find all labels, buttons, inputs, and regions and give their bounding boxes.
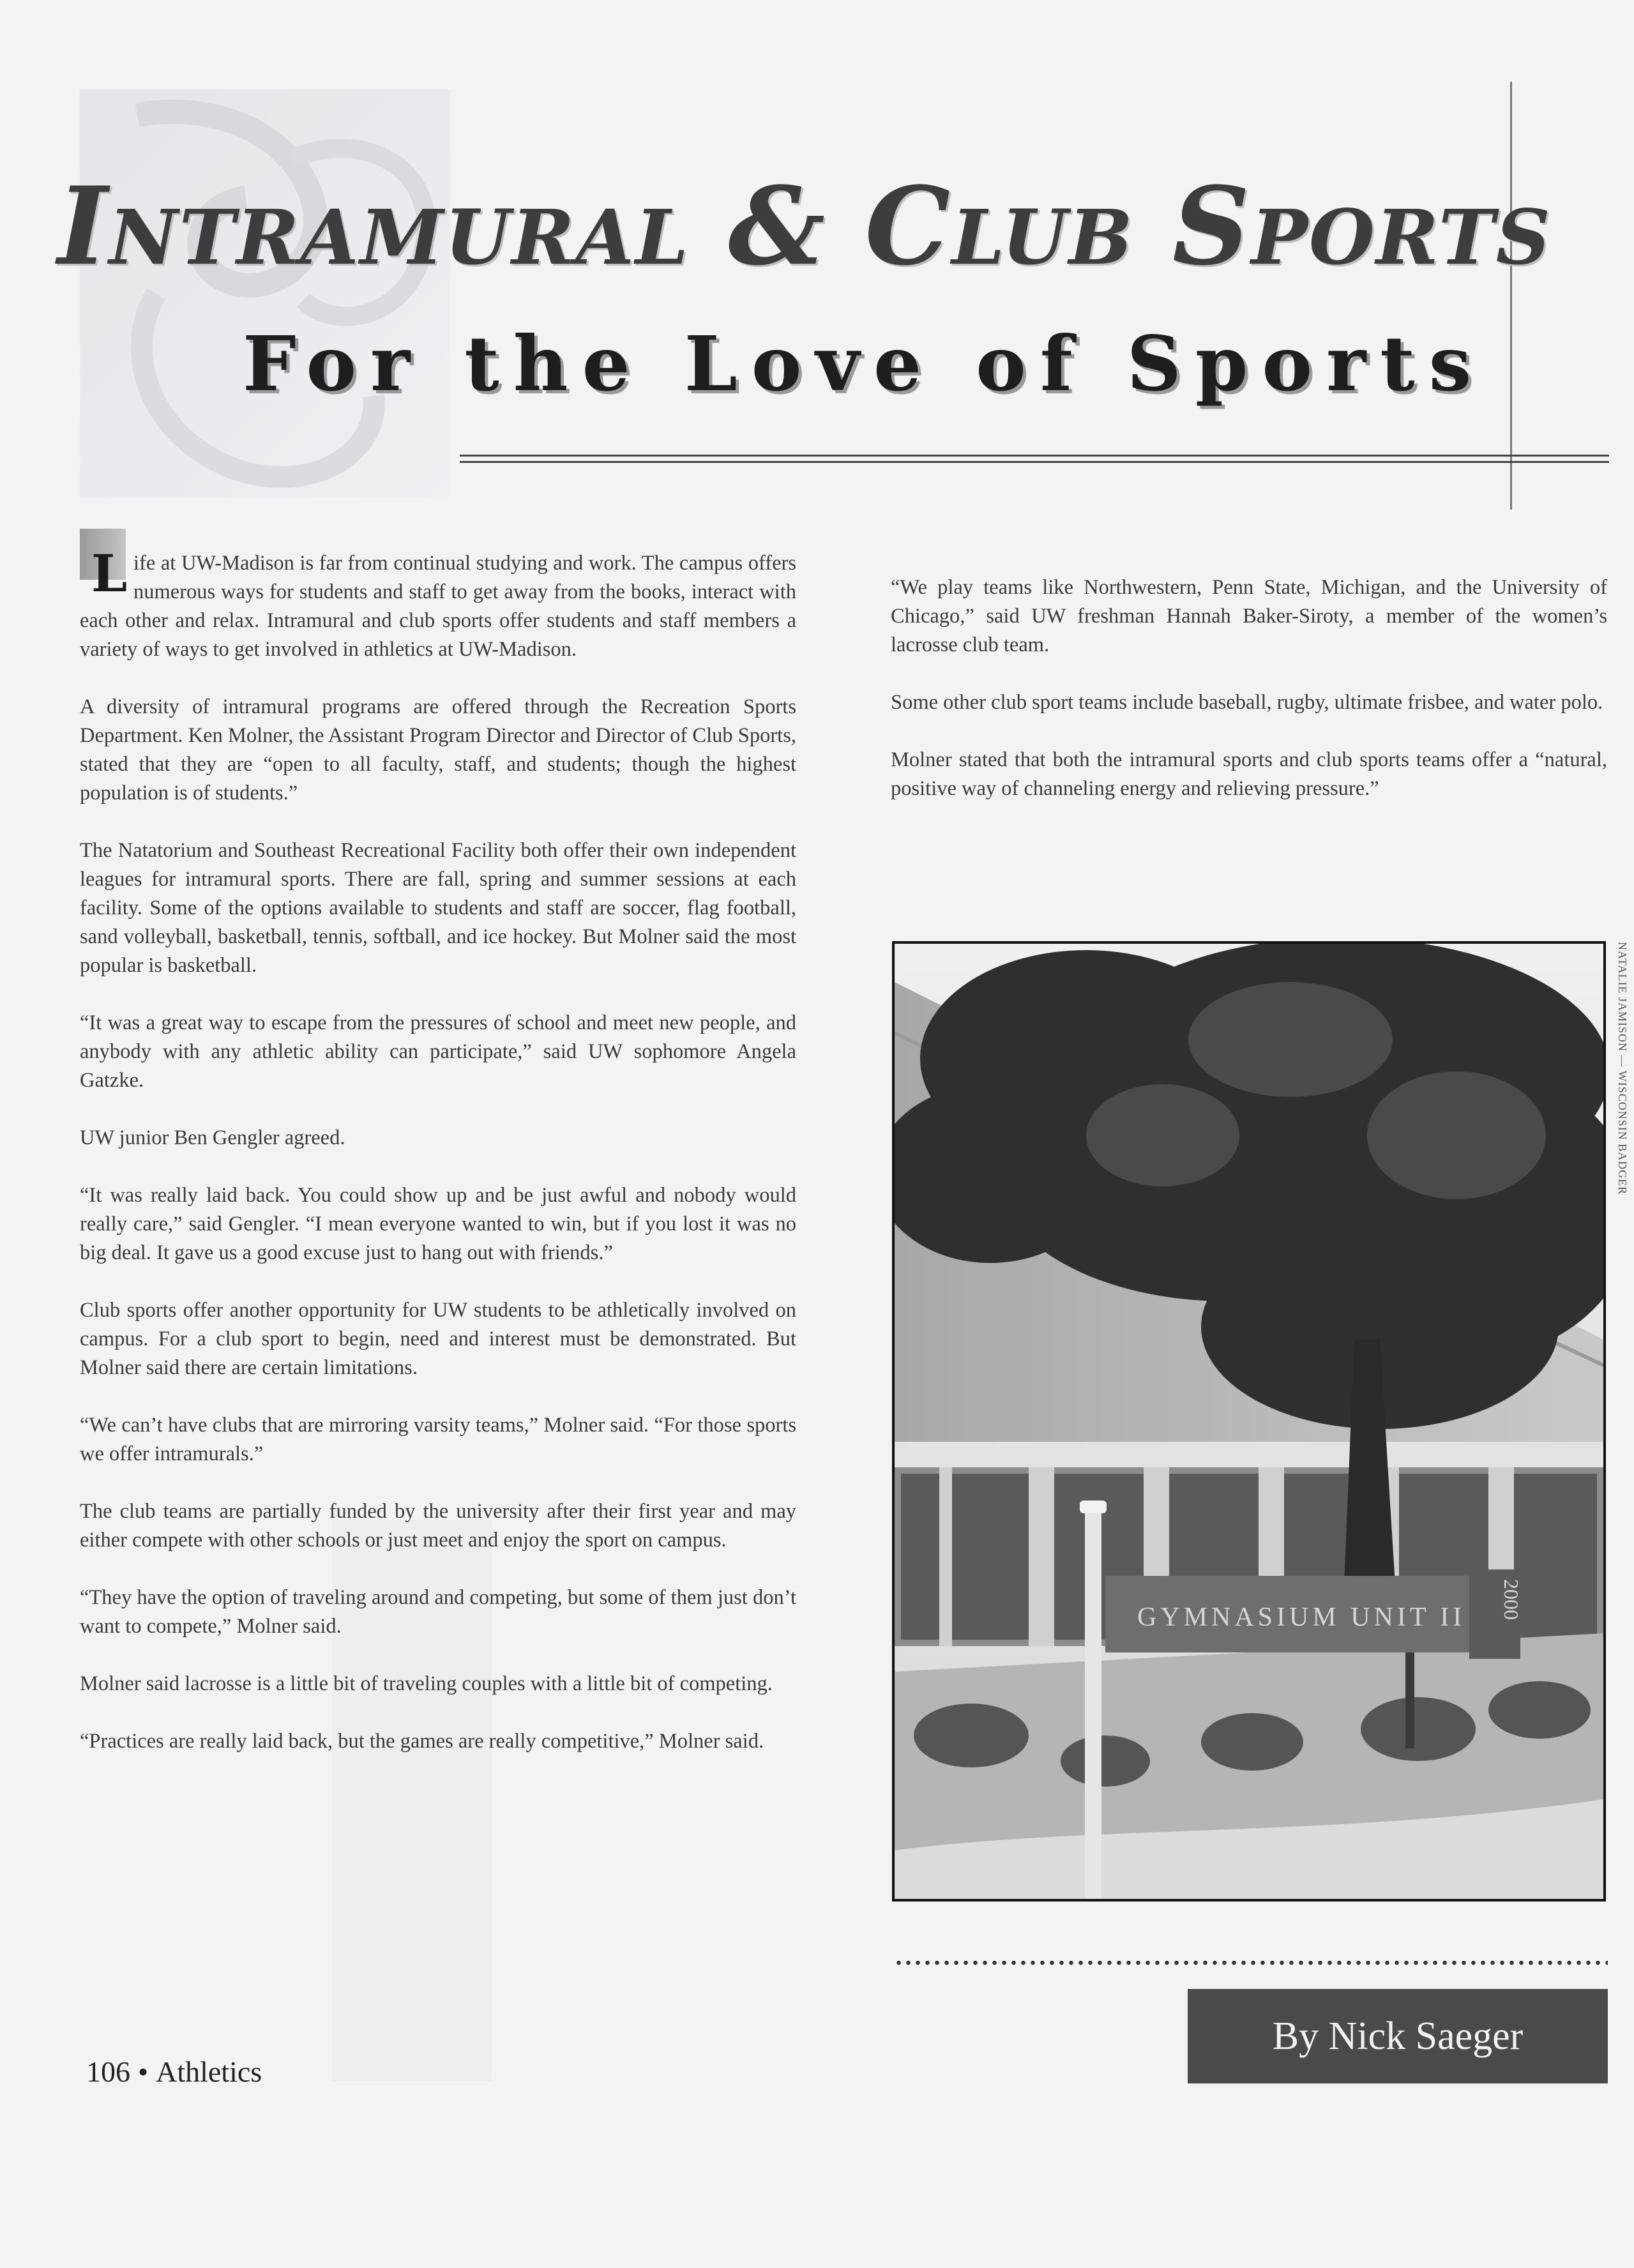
article-paragraph: L ife at UW-Madison is far from continual studying and work. The campus offers numerous ways for students and staff to get away from the books, interact with each other and relax. Intramural and club sports offer students and staff members a variety of ways to get involved in athletics at UW-Madison. [80, 549, 796, 664]
photo-credit: NATALIE JAMISON — WISCONSIN BADGER [1616, 942, 1629, 1195]
article-column-right [891, 573, 1607, 832]
article-paragraph: Molner said lacrosse is a little bit of traveling couples with a little bit of competing. [80, 1672, 773, 1695]
article-paragraph: “We can’t have clubs that are mirroring varsity teams,” Molner said. “For those sports we offer intramurals.” [80, 1414, 796, 1465]
article-paragraph: “We play teams like Northwestern, Penn State, Michigan, and the University of Chicago,” said UW freshman Hannah Baker-Siroty, a member of the women’s lacrosse club team. [891, 576, 1607, 656]
title-double-rule [460, 455, 1609, 463]
article-paragraph: “It was a great way to escape from the pressures of school and meet new people, and anybody with any athletic ability can participate,” said UW sophomore Angela Gatzke. [80, 1011, 796, 1092]
article-column-left [80, 543, 796, 1785]
article-paragraph: A diversity of intramural programs are offered through the Recreation Sports Department. Ken Molner, the Assistant Program Director and Director of Club Sports, stated that they are “open to all faculty, staff, and students; though the highest population is of students.” [80, 695, 796, 805]
page-footer [86, 2055, 262, 2089]
article-paragraph: UW junior Ben Gengler agreed. [80, 1126, 345, 1149]
sign-number: 2000 [1500, 1579, 1523, 1620]
dotted-divider [894, 1960, 1608, 1965]
footer-bullet: • [138, 2055, 149, 2088]
sign-text: GYMNASIUM UNIT II [1137, 1603, 1466, 1632]
byline-box: By Nick Saeger [1188, 1989, 1608, 2083]
section-name: Athletics [156, 2055, 262, 2088]
page-title: Intramural & Club Sports [57, 163, 1552, 289]
article-paragraph: Club sports offer another opportunity for UW students to be athletically involved on campus. For a club sport to begin, need and interest must be demonstrated. But Molner said there are certain limitations. [80, 1299, 796, 1379]
article-paragraph: Molner stated that both the intramural sports and club sports teams offer a “natural, positive way of channeling energy and relieving pressure.” [891, 748, 1607, 800]
article-paragraph: The club teams are partially funded by the university after their first year and may either compete with other schools or just meet and enjoy the sport on campus. [80, 1500, 796, 1552]
page-number: 106 [86, 2055, 130, 2088]
article-paragraph: “It was really laid back. You could show up and be just awful and nobody would really care,” said Gengler. “I mean everyone wanted to win, but if you lost it was no big deal. It gave us a good excuse just to hang out with friends.” [80, 1184, 796, 1264]
article-paragraph: “They have the option of traveling around and competing, but some of them just don’t want to compete,” Molner said. [80, 1586, 796, 1638]
article-paragraph: The Natatorium and Southeast Recreational Facility both offer their own independent leagues for intramural sports. There are fall, spring and summer sessions at each facility. Some of the options available to students and staff are soccer, flag football, sand volleyball, basketball, tennis, softball, and ice hockey. But Molner said the most popular is basketball. [80, 839, 796, 977]
article-paragraph: Some other club sport teams include baseball, rugby, ultimate frisbee, and water polo. [891, 691, 1603, 714]
vertical-divider-line [1510, 82, 1512, 510]
page-subtitle: For the Love of Sports [243, 319, 1486, 408]
article-paragraph: “Practices are really laid back, but the games are really competitive,” Molner said. [80, 1730, 764, 1753]
background-watermark-graphic [80, 89, 450, 498]
gymnasium-photo [892, 941, 1606, 1901]
drop-cap: L [80, 529, 126, 580]
